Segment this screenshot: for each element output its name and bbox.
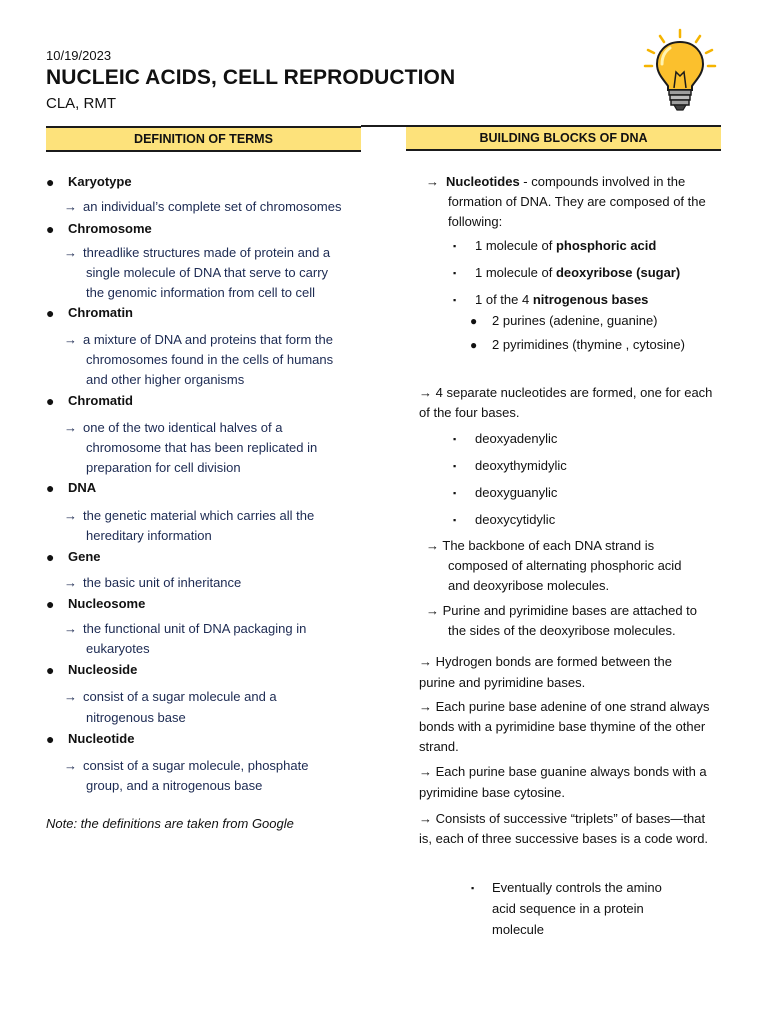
definition-line: a mixture of DNA and proteins that form the [83, 332, 334, 347]
triplets-text-line: is, each of three successive bases is a code word. [419, 831, 709, 846]
nucleotide-name: deoxyadenylic [475, 431, 558, 446]
amino-text-line: acid sequence in a protein [492, 901, 644, 916]
document-author: CLA, RMT [46, 95, 117, 112]
adenine-text: → Each purine base adenine of one strand always [419, 699, 710, 714]
nucleotides-text: - compounds involved in the [519, 174, 686, 189]
base-purines: 2 purines (adenine, guanine) [492, 313, 658, 328]
bullet: ● [470, 338, 478, 352]
definition-line: eukaryotes [86, 641, 150, 656]
bullet: ● [46, 480, 55, 496]
bullet: ● [46, 305, 55, 321]
square-bullet: ▪ [453, 268, 457, 278]
source-note: Note: the definitions are taken from Google [46, 816, 294, 831]
separate-nucleotides-line: of the four bases. [419, 405, 520, 420]
definition-line: the basic unit of inheritance [83, 575, 242, 590]
arrow: → [64, 575, 77, 590]
definition-line: hereditary information [86, 528, 212, 543]
amino-text-line: molecule [492, 922, 545, 937]
adenine-text-line: strand. [419, 739, 459, 754]
definition-line: chromosome that has been replicated in [86, 440, 318, 455]
definition-line: consist of a sugar molecule, phosphate [83, 758, 309, 773]
arrow: → [64, 758, 77, 773]
nucleotide-name: deoxythymidylic [475, 458, 567, 473]
backbone-text-line: and deoxyribose molecules. [448, 578, 610, 593]
separate-nucleotides: → 4 separate nucleotides are formed, one for each [419, 385, 713, 400]
bullet: ● [46, 174, 55, 190]
arrow: → [64, 621, 77, 636]
attached-text: → Purine and pyrimidine bases are attached to [426, 603, 698, 618]
square-bullet: ▪ [453, 515, 457, 525]
definition-line: the genetic material which carries all the [83, 508, 315, 523]
bullet: ● [46, 221, 55, 237]
definition-of-terms-heading: DEFINITION OF TERMS [46, 126, 361, 152]
definition-line: single molecule of DNA that serve to carry [86, 265, 329, 280]
square-bullet: ▪ [453, 241, 457, 251]
document-title: NUCLEIC ACIDS, CELL REPRODUCTION [46, 66, 456, 89]
definition-line: nitrogenous base [86, 710, 186, 725]
bullet: ● [46, 393, 55, 409]
lightbulb-icon [640, 28, 720, 112]
term-nucleoside: Nucleoside [68, 662, 138, 677]
term-dna: DNA [68, 480, 97, 495]
hydrogen-bonds-text: → Hydrogen bonds are formed between the [419, 654, 672, 669]
document-date: 10/19/2023 [46, 48, 112, 63]
definition-line: an individual’s complete set of chromosomes [83, 199, 342, 214]
nucleotides-text-line: following: [448, 214, 503, 229]
definition-line: chromosomes found in the cells of humans [86, 352, 334, 367]
building-blocks-heading: BUILDING BLOCKS OF DNA [406, 125, 721, 151]
definition-line: and other higher organisms [86, 372, 245, 387]
arrow: → [426, 174, 439, 189]
definition-line: consist of a sugar molecule and a [83, 689, 277, 704]
definition-line: the functional unit of DNA packaging in [83, 621, 307, 636]
arrow: → [64, 332, 77, 347]
square-bullet: ▪ [453, 295, 457, 305]
definition-line: group, and a nitrogenous base [86, 778, 263, 793]
square-bullet: ▪ [453, 488, 457, 498]
nucleotides-intro [446, 172, 685, 192]
backbone-text: → The backbone of each DNA strand is [426, 538, 655, 553]
bullet: ● [470, 314, 478, 328]
bullet: ● [46, 549, 55, 565]
guanine-text: → Each purine base guanine always bonds with a [419, 764, 707, 779]
nucleotide-name: deoxyguanylic [475, 485, 558, 500]
bullet: ● [46, 731, 55, 747]
term-karyotype: Karyotype [68, 174, 132, 189]
square-bullet: ▪ [471, 883, 475, 893]
arrow: → [64, 420, 77, 435]
definition-line: the genomic information from cell to cell [86, 285, 316, 300]
term-nucleotide: Nucleotide [68, 731, 135, 746]
base-pyrimidines: 2 pyrimidines (thymine , cytosine) [492, 337, 685, 352]
bullet: ● [46, 596, 55, 612]
nucleotide-name: deoxycytidylic [475, 512, 556, 527]
component-nitrogenous-bases: 1 of the 4 nitrogenous bases [475, 292, 649, 307]
bullet: ● [46, 662, 55, 678]
square-bullet: ▪ [453, 434, 457, 444]
nucleotides-text-line: formation of DNA. They are composed of the [448, 194, 706, 209]
term-chromatin: Chromatin [68, 305, 133, 320]
square-bullet: ▪ [453, 461, 457, 471]
nucleotides-term: Nucleotides [446, 174, 520, 189]
term-chromosome: Chromosome [68, 221, 152, 236]
term-chromatid: Chromatid [68, 393, 133, 408]
header-divider [361, 125, 406, 127]
backbone-text-line: composed of alternating phosphoric acid [448, 558, 682, 573]
adenine-text-line: bonds with a pyrimidine base thymine of the other [419, 719, 706, 734]
amino-text-line: Eventually controls the amino [492, 880, 662, 895]
triplets-text: → Consists of successive “triplets” of bases—that [419, 811, 706, 826]
definition-line: preparation for cell division [86, 460, 241, 475]
arrow: → [64, 245, 77, 260]
arrow: → [64, 199, 77, 214]
term-nucleosome: Nucleosome [68, 596, 146, 611]
arrow: → [64, 508, 77, 523]
definition-line: threadlike structures made of protein and a [83, 245, 331, 260]
definition-line: one of the two identical halves of a [83, 420, 283, 435]
component-deoxyribose: 1 molecule of deoxyribose (sugar) [475, 265, 681, 280]
guanine-text-line: pyrimidine base cytosine. [419, 785, 565, 800]
arrow: → [64, 689, 77, 704]
attached-text-line: the sides of the deoxyribose molecules. [448, 623, 676, 638]
term-gene: Gene [68, 549, 101, 564]
hydrogen-bonds-text-line: purine and pyrimidine bases. [419, 675, 586, 690]
component-phosphoric-acid: 1 molecule of phosphoric acid [475, 238, 657, 253]
